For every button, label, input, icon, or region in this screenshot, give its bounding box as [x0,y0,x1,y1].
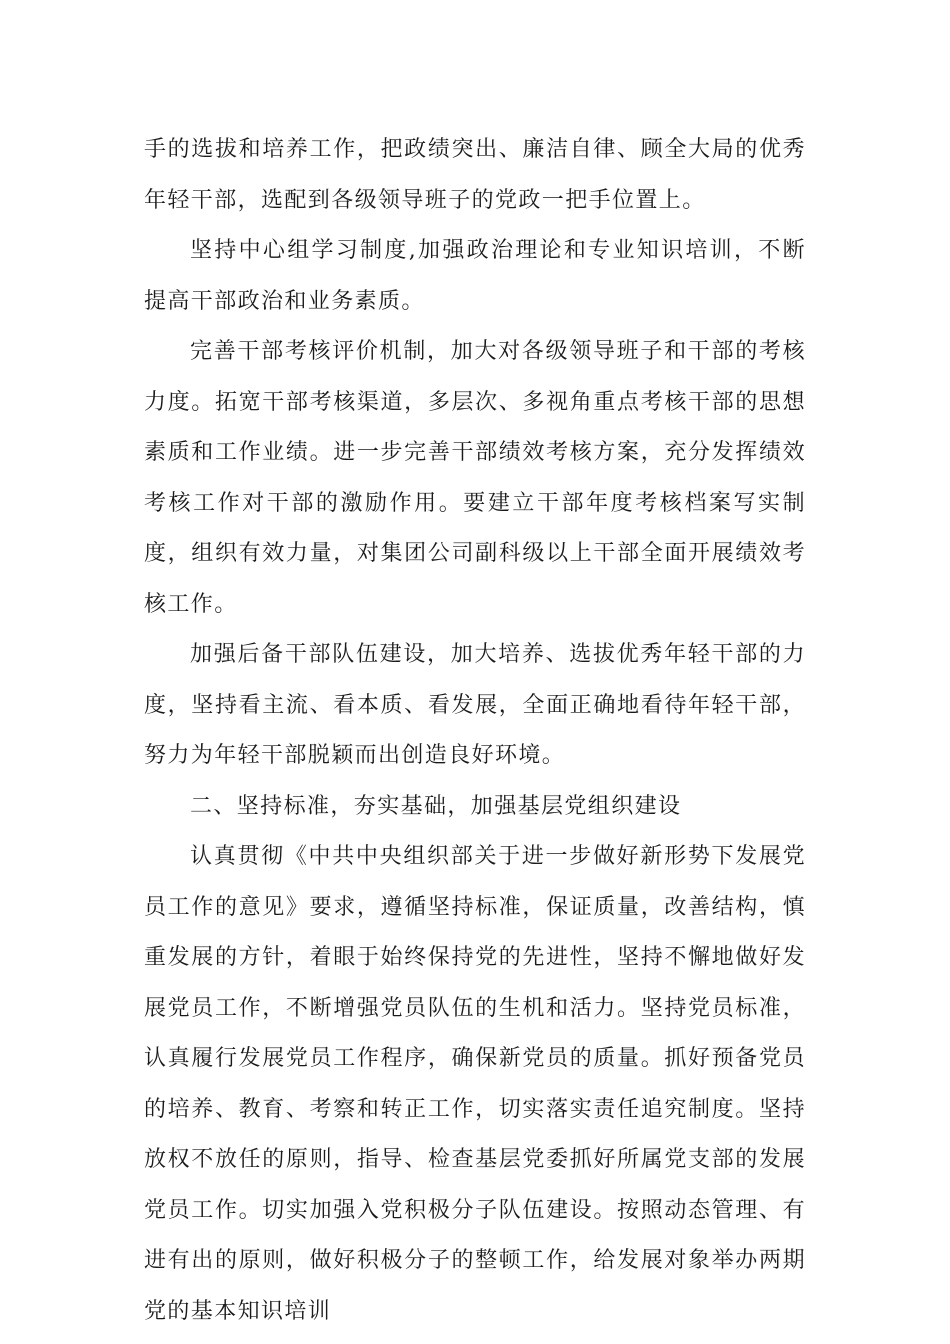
section-heading: 二、坚持标准，夯实基础，加强基层党组织建设 [190,793,682,819]
paragraph-evaluation-mechanism: 完善干部考核评价机制，加大对各级领导班子和干部的考核力度。拓宽干部考核渠道，多层次、多视角重点考核干部的思想素质和工作业绩。进一步完善干部绩效考核方案，充分发挥绩效考核工作对干部的激励作用。要建立干部年度考核档案写实制度，组织有效力量，对集团公司副科级以上干部全面开展绩效考核工作。 [144,339,806,617]
document-page [144,125,806,1337]
paragraph-continuation: 手的选拔和培养工作，把政绩突出、廉洁自律、顾全大局的优秀年轻干部，选配到各级领导班子的党政一把手位置上。 [144,137,806,213]
paragraph-reserve-cadres: 加强后备干部队伍建设，加大培养、选拔优秀年轻干部的力度，坚持看主流、看本质、看发展，全面正确地看待年轻干部，努力为年轻干部脱颖而出创造良好环境。 [144,642,806,768]
paragraph-party-member-development: 认真贯彻《中共中央组织部关于进一步做好新形势下发展党员工作的意见》要求，遵循坚持标准，保证质量，改善结构，慎重发展的方针，着眼于始终保持党的先进性，坚持不懈地做好发展党员工作，不断增强党员队伍的生机和活力。坚持党员标准，认真履行发展党员工作程序，确保新党员的质量。抓好预备党员的培养、教育、考察和转正工作，切实落实责任追究制度。坚持放权不放任的原则，指导、检查基层党委抓好所属党支部的发展党员工作。切实加强入党积极分子队伍建设。按照动态管理、有进有出的原则，做好积极分子的整顿工作，给发展对象举办两期党的基本知识培训 [144,844,806,1324]
paragraph-study-system: 坚持中心组学习制度,加强政治理论和专业知识培训，不断提高干部政治和业务素质。 [144,238,806,314]
